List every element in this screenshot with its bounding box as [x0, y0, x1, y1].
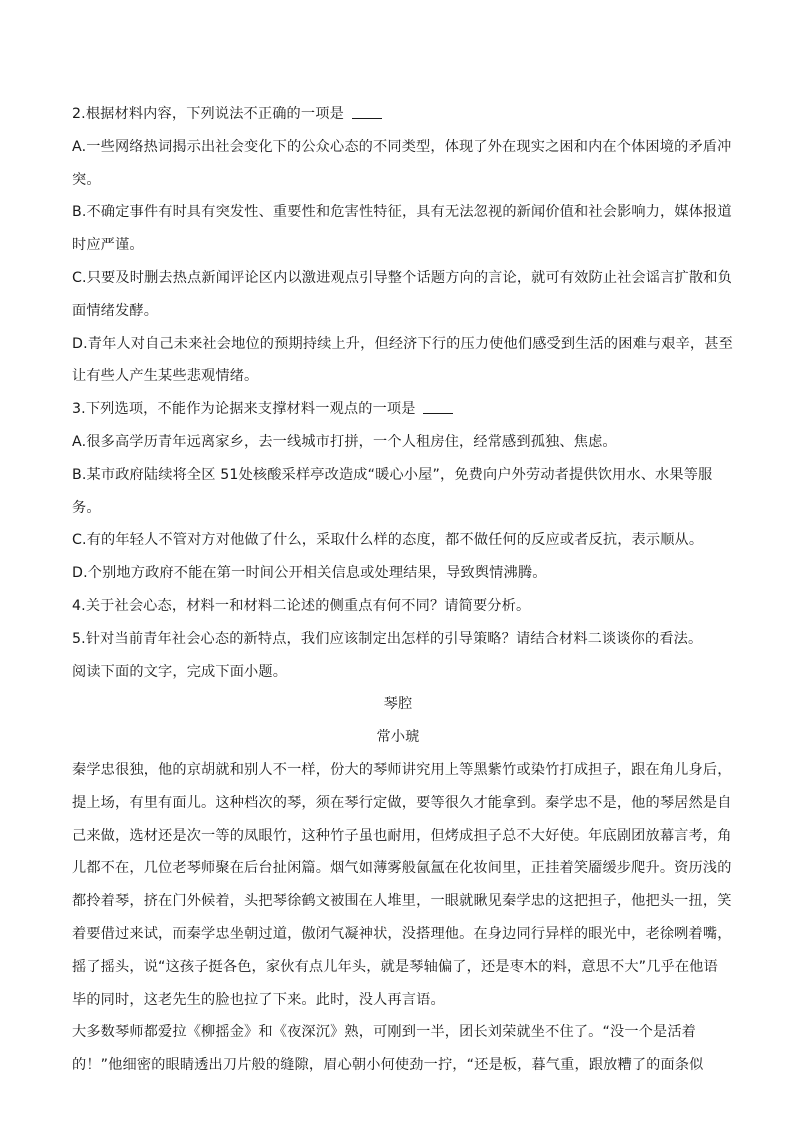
answer-blank	[423, 399, 453, 414]
question-2-option-d: D.青年人对自己未来社会地位的预期持续上升，但经济下行的压力使他们感受到生活的困难与艰辛，甚至	[72, 335, 733, 352]
document-page	[72, 98, 733, 1082]
question-3-option-b: B.某市政府陆续将全区 51处核酸采样亭改造成“暖心小屋”，免费向户外劳动者提供饮用水、水果等服	[72, 466, 713, 483]
question-3-option-b-cont: 务。	[72, 499, 101, 516]
question-3-option-d: D.个别地方政府不能在第一时间公开相关信息或处理结果，导致舆情沸腾。	[72, 565, 547, 582]
article-line: 秦学忠很独，他的京胡就和别人不一样，份大的琴师讲究用上等黑紫竹或染竹打成担子，跟在角儿身后，	[72, 761, 732, 778]
reading-instruction: 阅读下面的文字，完成下面小题。	[72, 663, 288, 680]
question-3-option-a: A.很多高学历青年远离家乡，去一线城市打拼，一个人租房住，经常感到孤独、焦虑。	[72, 433, 617, 450]
question-2-stem: 2.根据材料内容，下列说法不正确的一项是	[72, 98, 724, 131]
question-2-option-a: A.一些网络热词揭示出社会变化下的公众心态的不同类型，体现了外在现实之困和内在个体困境的矛盾冲	[72, 138, 732, 155]
article-line: 都拎着琴，挤在门外候着，头把琴徐鹤文被围在人堆里，一眼就瞅见秦学忠的这把担子，他把头一扭，笑	[72, 893, 732, 910]
question-3-option-c: C.有的年轻人不管对方对他做了什么，采取什么样的态度，都不做任何的反应或者反抗，表示顺从。	[72, 532, 704, 549]
question-2-option-b-cont: 时应严谨。	[72, 237, 144, 254]
question-2-option-c: C.只要及时删去热点新闻评论区内以激进观点引导整个话题方向的言论，就可有效防止社会谣言扩散和负	[72, 269, 732, 286]
question-2-option-d-cont: 让有些人产生某些悲观情绪。	[72, 368, 259, 385]
article-title: 琴腔	[383, 696, 413, 713]
question-2-option-a-cont: 突。	[72, 171, 101, 188]
question-5: 5.针对当前青年社会心态的新特点，我们应该制定出怎样的引导策略？请结合材料二谈谈你的看法。	[72, 630, 703, 647]
article-line: 己来做，选材还是次一等的凤眼竹，这种竹子虽也耐用，但烤成担子总不大好使。年底剧团放幕言考，角	[72, 827, 732, 844]
article-line: 着要借过来试，而秦学忠坐朝过道，傲闭气凝神状，没搭理他。在身边同行异样的眼光中，老徐咧着嘴，	[72, 925, 732, 942]
article-line: 的！”他细密的眼睛透出刀片般的缝隙，眉心朝小何使劲一拧，“还是板，暮气重，跟放糟了的面条似	[72, 1057, 704, 1074]
article-author: 常小琥	[376, 729, 420, 746]
article-line: 提上场，有里有面儿。这种档次的琴，须在琴行定做，要等很久才能拿到。秦学忠不是，他的琴居然是自	[72, 794, 732, 811]
question-3-stem: 3.下列选项，不能作为论据来支撑材料一观点的一项是	[72, 393, 724, 426]
article-line: 毕的同时，这老先生的脸也拉了下来。此时，没人再言语。	[72, 991, 445, 1008]
question-2-option-b: B.不确定事件有时具有突发性、重要性和危害性特征，具有无法忽视的新闻价值和社会影响力，媒体报道	[72, 204, 732, 221]
question-4: 4.关于社会心态，材料一和材料二论述的侧重点有何不同？请简要分析。	[72, 597, 531, 614]
question-2-option-c-cont: 面情绪发酵。	[72, 302, 159, 319]
answer-blank	[352, 104, 382, 119]
article-line: 摇了摇头，说“这孩子挺各色，家伙有点儿年头，就是琴轴偏了，还是枣木的料，意思不大”几乎在他语	[72, 958, 718, 975]
article-line: 儿都不在，几位老琴师聚在后台扯闲篇。烟气如薄雾般氤氲在化妆间里，正挂着笑靥缓步爬升。资历浅的	[72, 860, 732, 877]
article-line: 大多数琴师都爱拉《柳摇金》和《夜深沉》熟，可刚到一半，团长刘荣就坐不住了。“没一个是活着	[72, 1024, 697, 1041]
